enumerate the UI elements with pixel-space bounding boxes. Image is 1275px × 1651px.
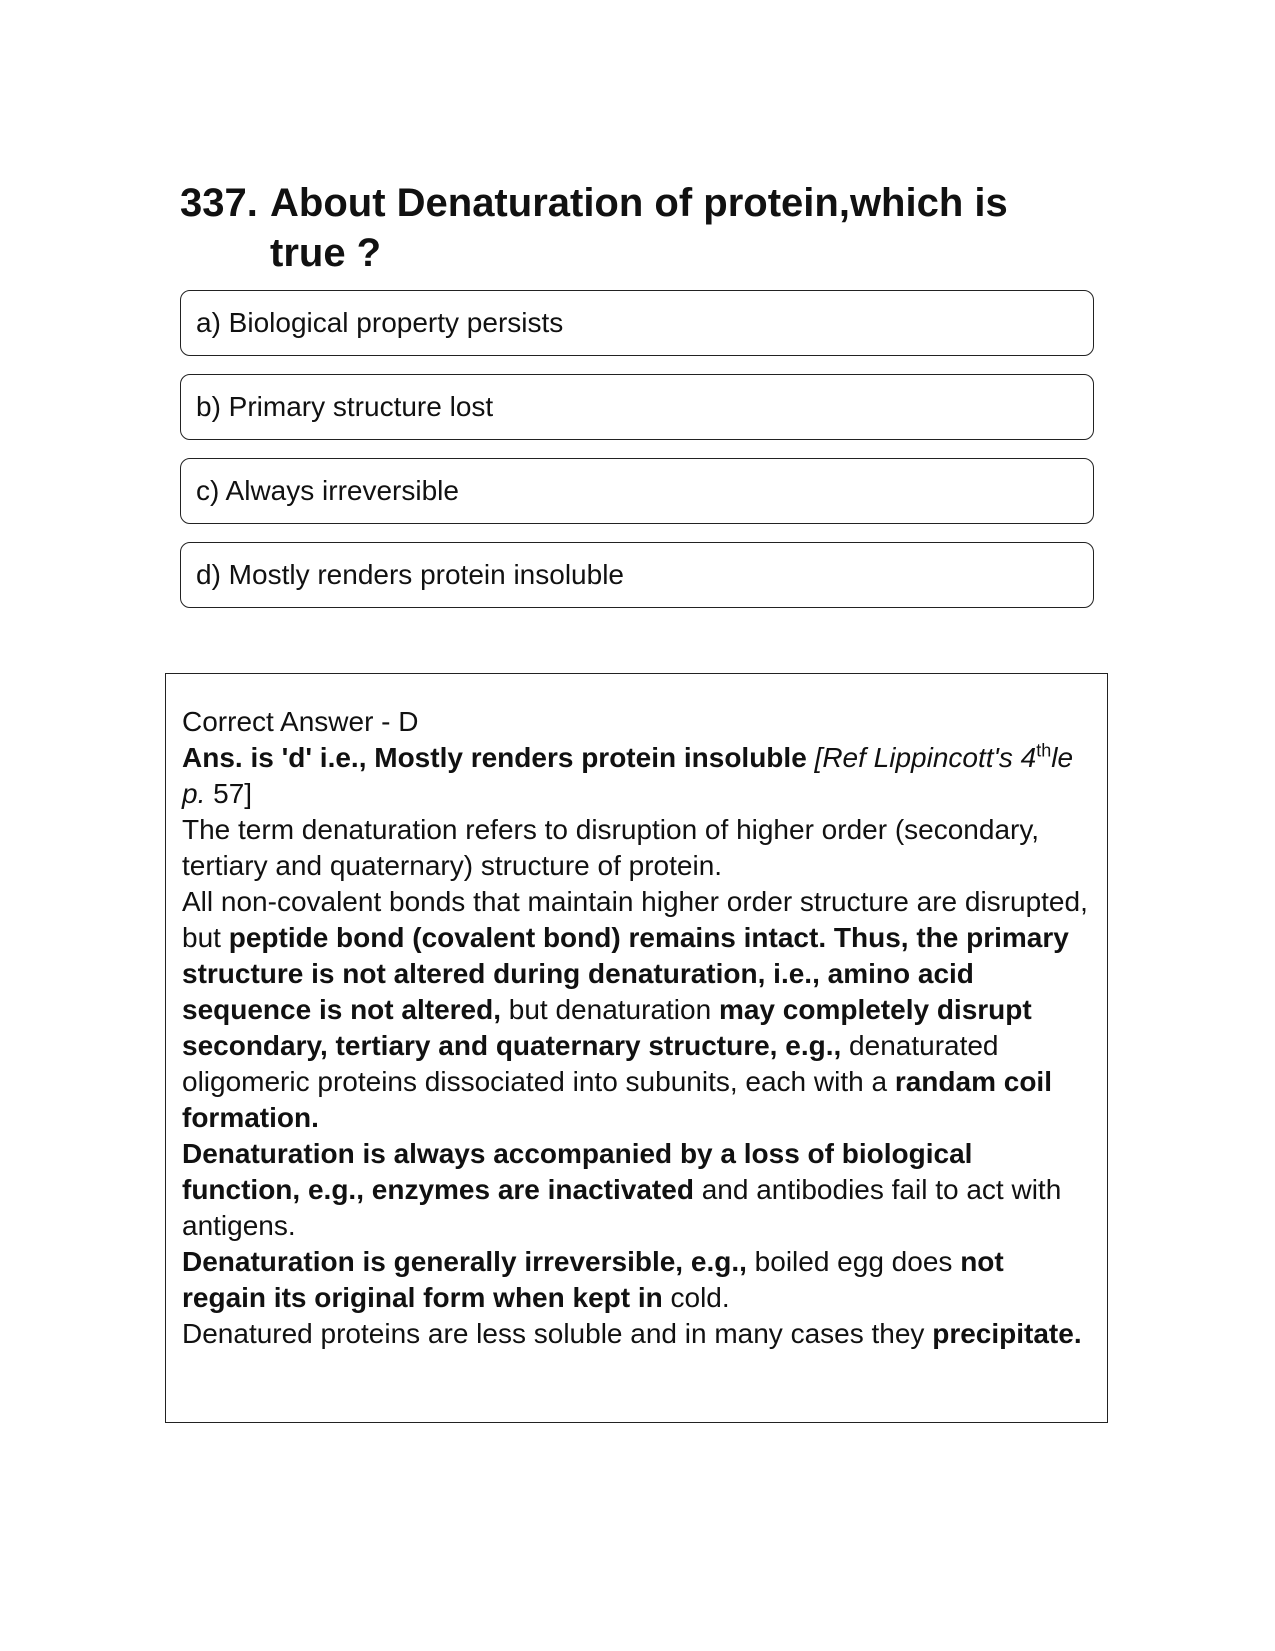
p2-bold-f: randam coil formation. [182,1066,1052,1133]
question-number: 337. [180,181,258,225]
p3-bold-a: Denaturation is always accompanied by a loss of biological function, e.g., enzymes are inactivated [182,1138,973,1205]
answer-statement [182,740,1091,812]
correct-answer-line: Correct Answer - D [182,706,419,737]
reference-page: 57] [213,778,253,809]
p2-bold-d: may completely disrupt secondary, tertiary and quaternary structure, e.g., [182,994,1032,1061]
explanation-p1: The term denaturation refers to disruption of higher order (secondary, tertiary and quaternary) structure of protein. [182,814,1040,881]
question-heading [180,178,1090,278]
reference-edition-num: 4 [1020,742,1037,773]
option-d[interactable]: d) Mostly renders protein insoluble [180,542,1094,608]
option-c[interactable]: c) Always irreversible [180,458,1094,524]
explanation-p4 [182,1244,1091,1316]
option-b[interactable]: b) Primary structure lost [180,374,1094,440]
p4-text-d: cold. [670,1282,730,1313]
explanation-p3 [182,1136,1091,1244]
p5-text-a: Denatured proteins are less soluble and in many cases they [182,1318,925,1349]
explanation-p5 [182,1316,1091,1352]
p2-text-c: but denaturation [508,994,712,1025]
p2-text-e: denaturated oligomeric proteins dissociated into subunits, each with a [182,1030,999,1097]
answer-explanation-box [165,673,1108,1423]
p5-bold-b: precipitate. [932,1318,1082,1349]
p2-text-a: All non-covalent bonds that maintain higher order structure are disrupted, but [182,886,1088,953]
reference-edition-sup: th [1036,740,1052,761]
p3-text-b: and antibodies fail to act with antigens. [182,1174,1062,1241]
answer-bold: Ans. is 'd' i.e., Mostly renders protein insoluble [182,742,807,773]
reference-edition-rest: le p. [182,742,1074,809]
reference-text: [Ref Lippincott's [814,742,1013,773]
question-text: About Denaturation of protein,which is true ? [270,181,1008,275]
p4-text-b: boiled egg does [754,1246,953,1277]
option-a[interactable]: a) Biological property persists [180,290,1094,356]
p4-bold-c: not regain its original form when kept in [182,1246,1004,1313]
explanation-p2 [182,884,1091,1136]
p2-bold-b: peptide bond (covalent bond) remains intact. Thus, the primary structure is not altered during denaturation, i.e., amino acid sequence is not altered, [182,922,1069,1025]
p4-bold-a: Denaturation is generally irreversible, e.g., [182,1246,747,1277]
